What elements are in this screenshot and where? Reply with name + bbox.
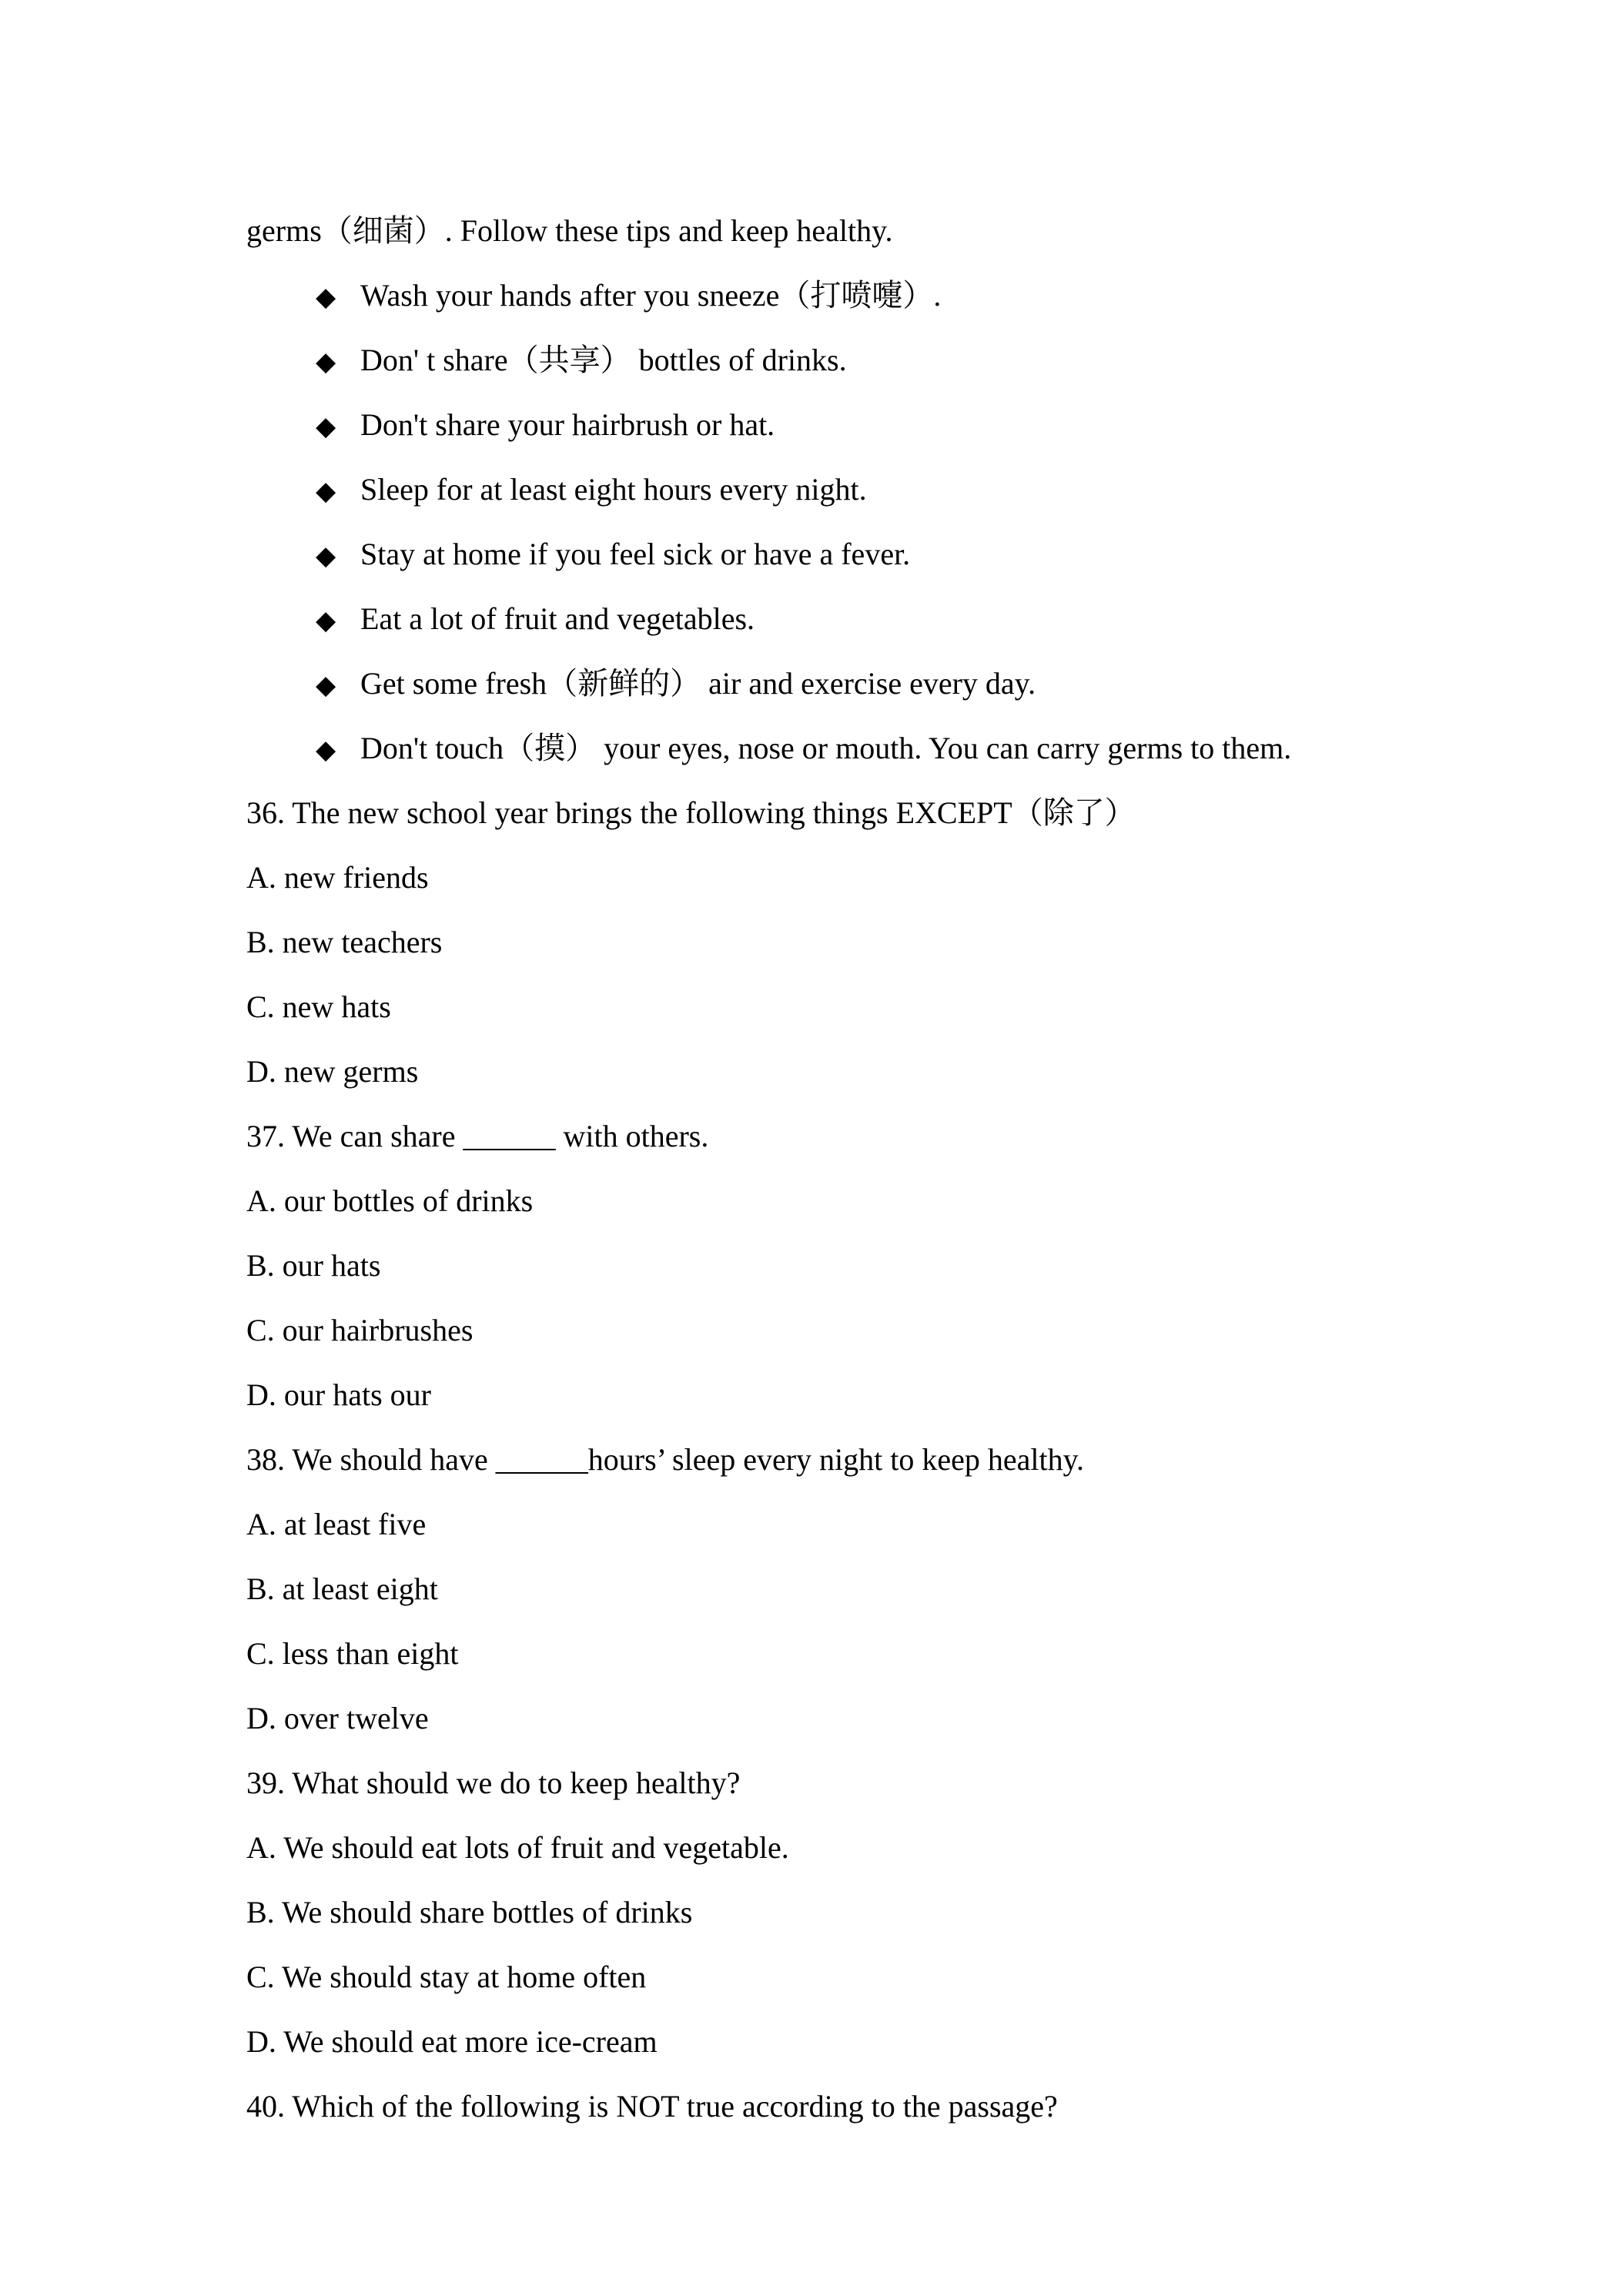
diamond-bullet-icon: ◆ (316, 541, 336, 571)
tip-text: Don't touch（摸） your eyes, nose or mouth. You can carry germs to them. (360, 731, 1292, 765)
diamond-bullet-icon: ◆ (316, 476, 336, 507)
tip-text: Sleep for at least eight hours every night. (360, 472, 867, 507)
question-36-stem: 36. The new school year brings the following things EXCEPT（除了） (246, 795, 1136, 830)
question-37-stem: 37. We can share ______ with others. (246, 1119, 709, 1153)
diamond-bullet-icon: ◆ (316, 670, 336, 701)
question-36-option-c: C. new hats (246, 989, 391, 1024)
tip-item (316, 587, 755, 651)
question-39-option-c: C. We should stay at home often (246, 1960, 647, 1994)
question-39-stem: 39. What should we do to keep healthy? (246, 1766, 741, 1800)
question-39-option-a: A. We should eat lots of fruit and vegetable. (246, 1830, 789, 1865)
question-37-option-c: C. our hairbrushes (246, 1313, 474, 1347)
tip-item (316, 393, 775, 457)
tip-text: Don't share your hairbrush or hat. (360, 407, 775, 442)
question-39-option-d: D. We should eat more ice-cream (246, 2024, 658, 2059)
tip-text: Get some fresh（新鲜的） air and exercise every day. (360, 666, 1036, 701)
tip-text: Wash your hands after you sneeze（打喷嚏）. (360, 278, 942, 313)
question-38-option-c: C. less than eight (246, 1636, 459, 1671)
question-37-option-d: D. our hats our (246, 1377, 431, 1412)
question-38-option-a: A. at least five (246, 1507, 427, 1541)
tip-item (316, 522, 910, 587)
diamond-bullet-icon: ◆ (316, 411, 336, 442)
tip-item (316, 457, 867, 522)
question-37-option-b: B. our hats (246, 1248, 381, 1283)
question-38-stem: 38. We should have ______hours’ sleep every night to keep healthy. (246, 1442, 1085, 1477)
question-40-stem: 40. Which of the following is NOT true according to the passage? (246, 2089, 1058, 2124)
diamond-bullet-icon: ◆ (316, 605, 336, 636)
tip-item (316, 328, 847, 393)
question-38-option-d: D. over twelve (246, 1701, 429, 1735)
diamond-bullet-icon: ◆ (316, 282, 336, 313)
diamond-bullet-icon: ◆ (316, 735, 336, 765)
diamond-bullet-icon: ◆ (316, 346, 336, 377)
intro-line: germs（细菌）. Follow these tips and keep healthy. (246, 213, 893, 248)
question-36-option-d: D. new germs (246, 1054, 419, 1089)
tip-item (316, 716, 1291, 781)
tip-text: Eat a lot of fruit and vegetables. (360, 601, 755, 636)
question-36-option-a: A. new friends (246, 860, 429, 895)
tip-text: Don' t share（共享） bottles of drinks. (360, 343, 847, 377)
tip-item (316, 651, 1036, 716)
tip-item (316, 263, 941, 328)
tip-text: Stay at home if you feel sick or have a fever. (360, 537, 911, 571)
question-36-option-b: B. new teachers (246, 925, 443, 959)
question-37-option-a: A. our bottles of drinks (246, 1183, 534, 1218)
question-38-option-b: B. at least eight (246, 1571, 438, 1606)
question-39-option-b: B. We should share bottles of drinks (246, 1895, 693, 1930)
